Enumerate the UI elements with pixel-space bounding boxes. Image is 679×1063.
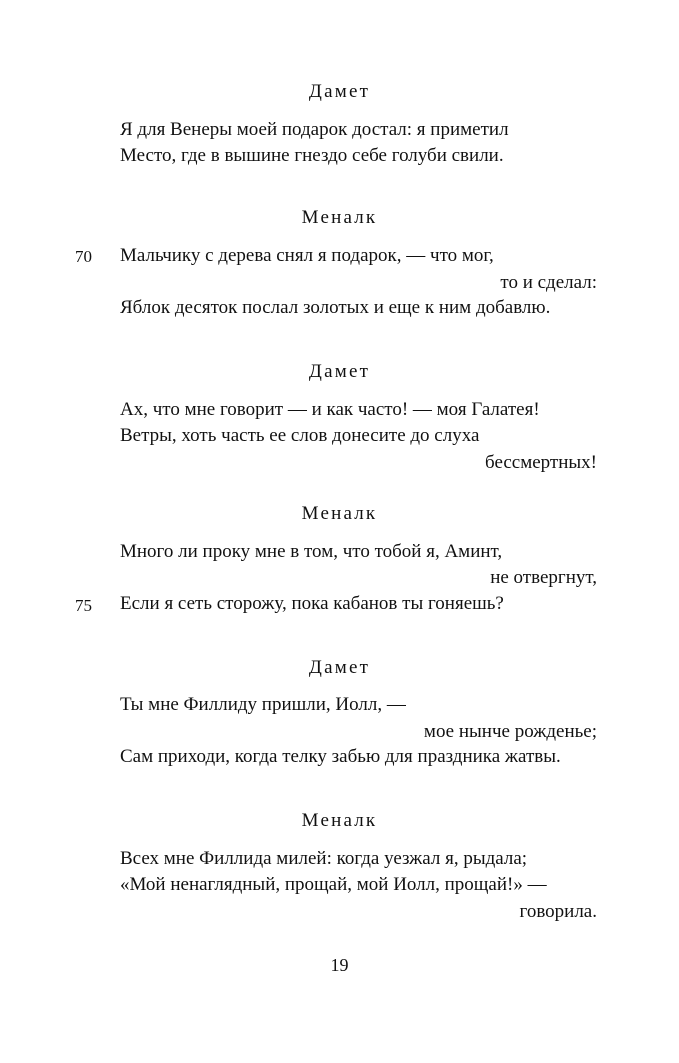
verse-line: Яблок десяток послал золотых и еще к ним добавлю. (120, 297, 551, 318)
verse-line: Если я сеть сторожу, пока кабанов ты гоняешь? (120, 593, 504, 614)
verse-line: Ах, что мне говорит — и как часто! — моя Галатея! (120, 399, 540, 420)
verse-line: Ты мне Филлиду пришли, Иолл, — (120, 694, 406, 715)
speaker-name: Меналк (301, 810, 378, 831)
verse-line-continuation: мое нынче рожденье; (423, 721, 597, 742)
verse-line-continuation: то и сделал: (500, 272, 597, 293)
verse-line: Ветры, хоть часть ее слов донесите до слуха (120, 425, 480, 446)
verse-line: Всех мне Филлида милей: когда уезжал я, рыдала; (120, 848, 528, 869)
verse-line: Много ли проку мне в том, что тобой я, Аминт, (120, 541, 503, 562)
verse-line: Место, где в вышине гнездо себе голуби свили. (120, 145, 504, 166)
verse-line-continuation: не отвергнут, (490, 567, 597, 588)
page-number: 19 (330, 955, 349, 975)
verse-line: «Мой ненаглядный, прощай, мой Иолл, прощай!» — (120, 874, 547, 895)
speaker-name: Дамет (308, 81, 371, 102)
speaker-name: Дамет (308, 361, 371, 382)
speaker-name: Дамет (308, 657, 371, 678)
verse-line: Я для Венеры моей подарок достал: я приметил (120, 119, 509, 140)
line-number: 70 (75, 247, 92, 266)
verse-line-continuation: бессмертных! (485, 452, 597, 473)
verse-line: Мальчику с дерева снял я подарок, — что мог, (120, 245, 494, 266)
verse-line-continuation: говорила. (519, 901, 597, 922)
verse-line: Сам приходи, когда телку забью для праздника жатвы. (120, 746, 561, 767)
line-number: 75 (75, 596, 92, 615)
speaker-name: Меналк (301, 207, 378, 228)
speaker-name: Меналк (301, 503, 378, 524)
